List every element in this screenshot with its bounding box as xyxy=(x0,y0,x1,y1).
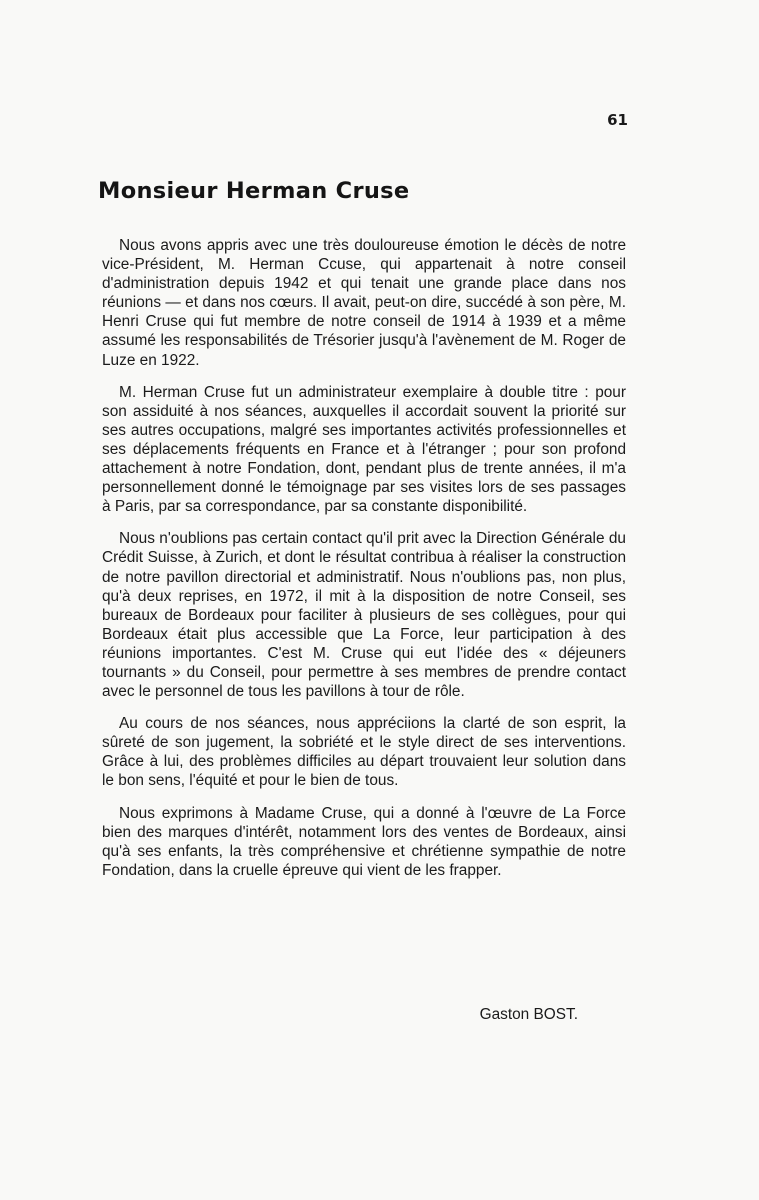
paragraph-2: M. Herman Cruse fut un administrateur exemplaire à double titre : pour son assiduité à nos séances, auxquelles il accordait souvent la priorité sur ses autres occupations, malgré ses importantes activités professionnelles et ses déplacements fréquents en France et à l'étranger ; pour son profond attachement à notre Fondation, dont, pendant plus de trente années, il m'a personnellement donné le témoignage par ses visites lors de ses passages à Paris, par sa correspondance, par sa constante disponibilité. xyxy=(102,383,626,516)
paragraph-5: Nous exprimons à Madame Cruse, qui a donné à l'œuvre de La Force bien des marques d'intérêt, notamment lors des ventes de Bordeaux, ainsi qu'à ses enfants, la très compréhensive et chrétienne sympathie de notre Fondation, dans la cruelle épreuve qui vient de les frapper. xyxy=(102,804,626,879)
paragraph-1: Nous avons appris avec une très douloureuse émotion le décès de notre vice-Président, M. Herman Ccuse, qui appartenait à notre conseil d'administration depuis 1942 et qui tenait une grande place dans nos réunions — et dans nos cœurs. Il avait, peut-on dire, succédé à son père, M. Henri Cruse qui fut membre de notre conseil de 1914 à 1939 et a même assumé les responsabilités de Trésorier jusqu'à l'avènement de M. Roger de Luze en 1922. xyxy=(102,237,626,369)
paragraph-4: Au cours de nos séances, nous appréciions la clarté de son esprit, la sûreté de son jugement, la sobriété et le style direct de ses interventions. Grâce à lui, des problèmes difficiles au départ trouvaient leur solution dans le bon sens, l'équité et pour le bien de tous. xyxy=(102,715,626,790)
signature: Gaston BOST. xyxy=(479,1006,578,1023)
page-number: 61 xyxy=(607,111,628,129)
article-title: Monsieur Herman Cruse xyxy=(98,178,410,204)
paragraph-3: Nous n'oublions pas certain contact qu'il prit avec la Direction Générale du Crédit Suisse, à Zurich, et dont le résultat contribua à réaliser la construction de notre pavillon directorial et administratif. Nous n'oublions pas, non plus, qu'à deux reprises, en 1972, il mit à la disposition de notre Conseil, ses bureaux de Bordeaux pour faciliter à plusieurs de ses collègues, pour qui Bordeaux était plus accessible que La Force, leur participation à des réunions importantes. C'est M. Cruse qui eut l'idée des « déjeuners tournants » du Conseil, pour permettre à ses membres de prendre contact avec le personnel de tous les pavillons à tour de rôle. xyxy=(102,530,626,701)
article-body xyxy=(102,236,626,893)
